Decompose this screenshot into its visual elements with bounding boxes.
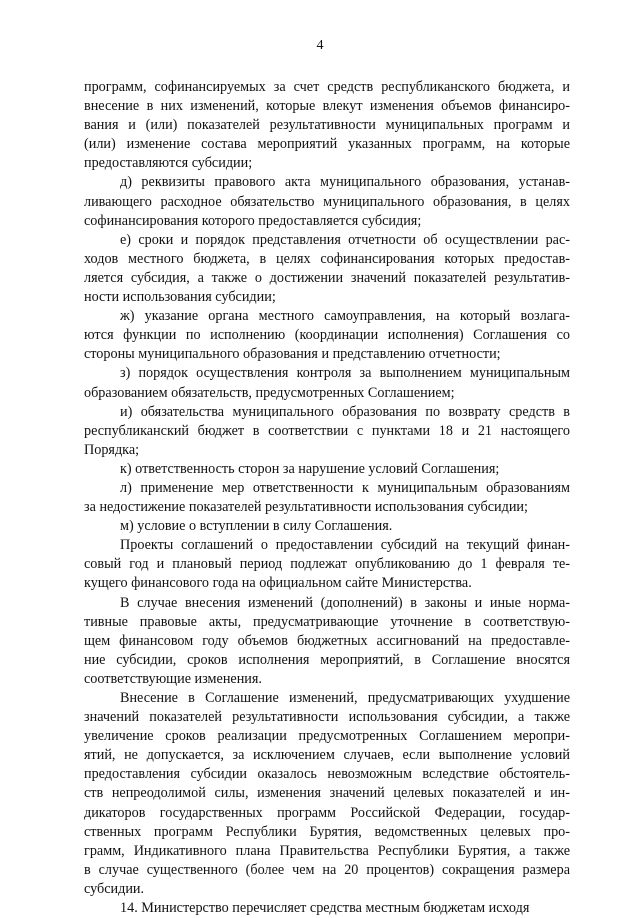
- text-line: ются функции по исполнению (координации исполнения) Соглашения со: [84, 327, 570, 344]
- text-line: ляется субсидия, а также о достижении значений показателей результатив-: [84, 269, 570, 286]
- text-line: софинансирования которого предоставляется субсидия;: [84, 212, 422, 229]
- text-line: е) сроки и порядок представления отчетности об осуществлении рас-: [120, 231, 570, 248]
- text-line: и) обязательства муниципального образования по возврату средств в: [120, 403, 570, 420]
- text-line: предоставления субсидии оказалось невозможным вследствие обстоятель-: [84, 766, 570, 783]
- text-line: (или) изменение состава мероприятий указанных программ, на которые: [84, 136, 570, 153]
- text-line: Внесение в Соглашение изменений, предусматривающих ухудшение: [120, 690, 570, 706]
- text-line: субсидии.: [84, 880, 145, 897]
- text-line: ятий, не допускается, за исключением случаев, если выполнение условий: [84, 747, 570, 764]
- text-line: тивные правовые акты, предусматривающие уточнение в соответствую-: [84, 613, 570, 630]
- text-line: В случае внесения изменений (дополнений) в законы и иные норма-: [120, 594, 570, 611]
- text-line: Проекты соглашений о предоставлении субсидий на текущий финан-: [120, 537, 570, 554]
- text-line: д) реквизиты правового акта муниципального образования, устанав-: [120, 174, 570, 191]
- text-line: вания и (или) показателей результативности муниципальных программ и: [84, 117, 570, 134]
- text-line: к) ответственность сторон за нарушение условий Соглашения;: [120, 460, 500, 477]
- text-line: ств непреодолимой силы, изменения значений целевых показателей и ин-: [84, 785, 570, 802]
- text-line: ливающего расходное обязательство муниципального образования, в целях: [84, 193, 570, 210]
- text-line: стороны муниципального образования и представлению отчетности;: [84, 346, 501, 363]
- text-line: программ, софинансируемых за счет средств республиканского бюджета, и: [84, 79, 570, 95]
- text-line: з) порядок осуществления контроля за выполнением муниципальным: [120, 365, 570, 382]
- text-line: щем финансовом году объемов бюджетных ассигнований на предоставле-: [84, 632, 570, 649]
- text-line: республиканский бюджет в соответствии с пунктами 18 и 21 настоящего: [84, 422, 570, 439]
- text-line: ходов местного бюджета, в целях софинансирования которых предостав-: [84, 250, 570, 267]
- text-line: ние субсидии, сроков исполнения мероприятий, в Соглашение вносятся: [84, 651, 570, 668]
- text-line: предоставляются субсидии;: [84, 155, 253, 172]
- text-line: м) условие о вступлении в силу Соглашения.: [120, 518, 393, 535]
- text-line: Порядка;: [84, 441, 140, 458]
- text-line: кущего финансового года на официальном сайте Министерства.: [84, 575, 472, 592]
- page-number: 4: [316, 38, 324, 53]
- text-line: ж) указание органа местного самоуправления, на который возлага-: [120, 308, 570, 325]
- text-line: 14. Министерство перечисляет средства местным бюджетам исходя: [120, 900, 530, 917]
- document-body: [84, 78, 570, 918]
- text-line: грамм, Индикативного плана Правительства Республики Бурятия, а также: [84, 842, 570, 859]
- text-line: внесение в них изменений, которые влекут изменения объемов финансиро-: [84, 98, 570, 115]
- text-line: в случае существенного (более чем на 20 процентов) сокращения размера: [84, 861, 570, 878]
- text-line: л) применение мер ответственности к муниципальным образованиям: [120, 479, 570, 496]
- text-line: ственных программ Республики Бурятия, ведомственных целевых про-: [84, 823, 570, 840]
- text-line: совый год и плановый период подлежат опубликованию до 1 февраля те-: [84, 556, 570, 573]
- text-line: соответствующие изменения.: [84, 670, 262, 687]
- text-line: образованием обязательств, предусмотренных Соглашением;: [84, 384, 455, 401]
- text-line: значений показателей результативности использования субсидии, а также: [84, 709, 570, 726]
- text-line: дикаторов государственных программ Российской Федерации, государ-: [84, 804, 570, 821]
- text-line: за недостижение показателей результативности использования субсидии;: [84, 499, 528, 516]
- text-line: увеличение сроков реализации предусмотренных Соглашением меропри-: [84, 728, 570, 745]
- text-line: ности использования субсидии;: [84, 289, 276, 306]
